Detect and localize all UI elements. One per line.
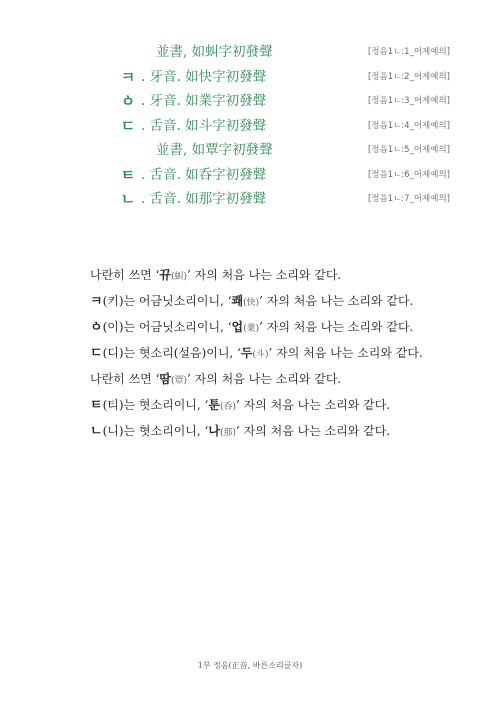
translation-line (90, 418, 470, 444)
verse-jamo: ㅌ (120, 165, 136, 184)
translation-hanja: (業) (243, 324, 260, 334)
translation-jamo: ㄷ (90, 346, 103, 361)
translation-syllable: 쾌 (231, 294, 244, 308)
translation-text: ’ 자의 처음 나는 소리와 같다. (259, 320, 414, 334)
translation-text: 나란히 쓰면 ‘ (90, 268, 160, 282)
translation-text: ’ 자의 처음 나는 소리와 같다. (187, 372, 342, 386)
verse-reference: [정음1ㄴ:7_어제예의] (367, 194, 450, 204)
verse-reference: [정음1ㄴ:6_어제예의] (367, 169, 450, 180)
verse-jamo: ㆁ (120, 92, 136, 110)
verse-hanmun: 並書, 如虯字初發聲 (156, 44, 273, 60)
translation-text: (디)는 혓소리(설음)이니, ‘ (102, 346, 241, 360)
translation-line (90, 392, 470, 418)
translation-syllable: 나 (208, 424, 220, 438)
verse-reference: [정음1ㄴ:4_어제예의] (367, 120, 450, 131)
verse-hanmun: . 牙音. 如業字初發聲 (141, 93, 267, 109)
verse-hanmun: . 舌音. 如呑字初發聲 (141, 166, 267, 183)
translation-hanja: (快) (243, 298, 260, 308)
translation-text: ’ 자의 처음 나는 소리와 같다. (235, 398, 391, 412)
korean-translation (90, 262, 470, 444)
verse-jamo: ㄷ (120, 116, 136, 135)
verse-line (0, 187, 500, 212)
translation-text: 나란히 쓰면 ‘ (90, 372, 160, 386)
translation-jamo: ㆁ (90, 320, 103, 335)
verse-reference: [정음1ㄴ:5_어제예의] (367, 145, 450, 155)
verse-reference: [정음1ㄴ:1_어제예의] (367, 47, 450, 57)
verse-hanmun: 並書, 如覃字初發聲 (156, 142, 273, 158)
translation-hanja: (呑) (219, 402, 236, 412)
translation-line (90, 314, 470, 340)
hanmun-verses (0, 40, 500, 212)
verse-hanmun: . 舌音. 如那字初發聲 (141, 191, 267, 207)
translation-jamo: ㅋ (90, 294, 103, 309)
translation-hanja: (覃) (171, 376, 188, 386)
translation-syllable: 땀 (159, 372, 171, 386)
translation-jamo: ㅌ (90, 398, 103, 413)
translation-hanja: (那) (219, 428, 236, 438)
verse-line (0, 163, 500, 188)
verse-jamo: ㄴ (120, 190, 136, 208)
verse-reference: [정음1ㄴ:3_어제예의] (367, 96, 450, 106)
translation-hanja: (斗) (252, 350, 269, 360)
translation-text: ’ 자의 처음 나는 소리와 같다. (259, 294, 414, 308)
page-footer: 1부 정음(正音, 바른소리글자) (197, 661, 303, 670)
translation-line (90, 340, 470, 366)
verse-hanmun: . 舌音. 如斗字初發聲 (141, 117, 267, 134)
translation-syllable: 업 (231, 320, 244, 334)
translation-line (90, 366, 470, 392)
translation-text: (이)는 어금닛소리이니, ‘ (102, 320, 232, 334)
verse-line (0, 40, 500, 65)
verse-line (0, 114, 500, 139)
translation-line (90, 288, 470, 314)
translation-text: (키)는 어금닛소리이니, ‘ (102, 294, 232, 308)
translation-text: ’ 자의 처음 나는 소리와 같다. (187, 268, 342, 282)
translation-text: (티)는 혓소리이니, ‘ (102, 398, 209, 412)
verse-reference: [정음1ㄴ:2_어제예의] (367, 71, 450, 82)
translation-syllable: 두 (240, 346, 253, 360)
translation-line (90, 262, 470, 288)
translation-syllable: 뀨 (159, 268, 171, 282)
translation-text: (니)는 혓소리이니, ‘ (102, 424, 209, 438)
translation-syllable: 툰 (208, 398, 220, 412)
verse-line (0, 65, 500, 90)
translation-hanja: (虯) (171, 272, 188, 282)
verse-hanmun: . 牙音. 如快字初發聲 (141, 68, 267, 85)
verse-line (0, 89, 500, 114)
verse-line (0, 138, 500, 163)
translation-text: ’ 자의 처음 나는 소리와 같다. (235, 424, 391, 438)
translation-text: ’ 자의 처음 나는 소리와 같다. (268, 346, 423, 360)
verse-jamo: ㅋ (120, 67, 136, 86)
translation-jamo: ㄴ (90, 424, 103, 439)
